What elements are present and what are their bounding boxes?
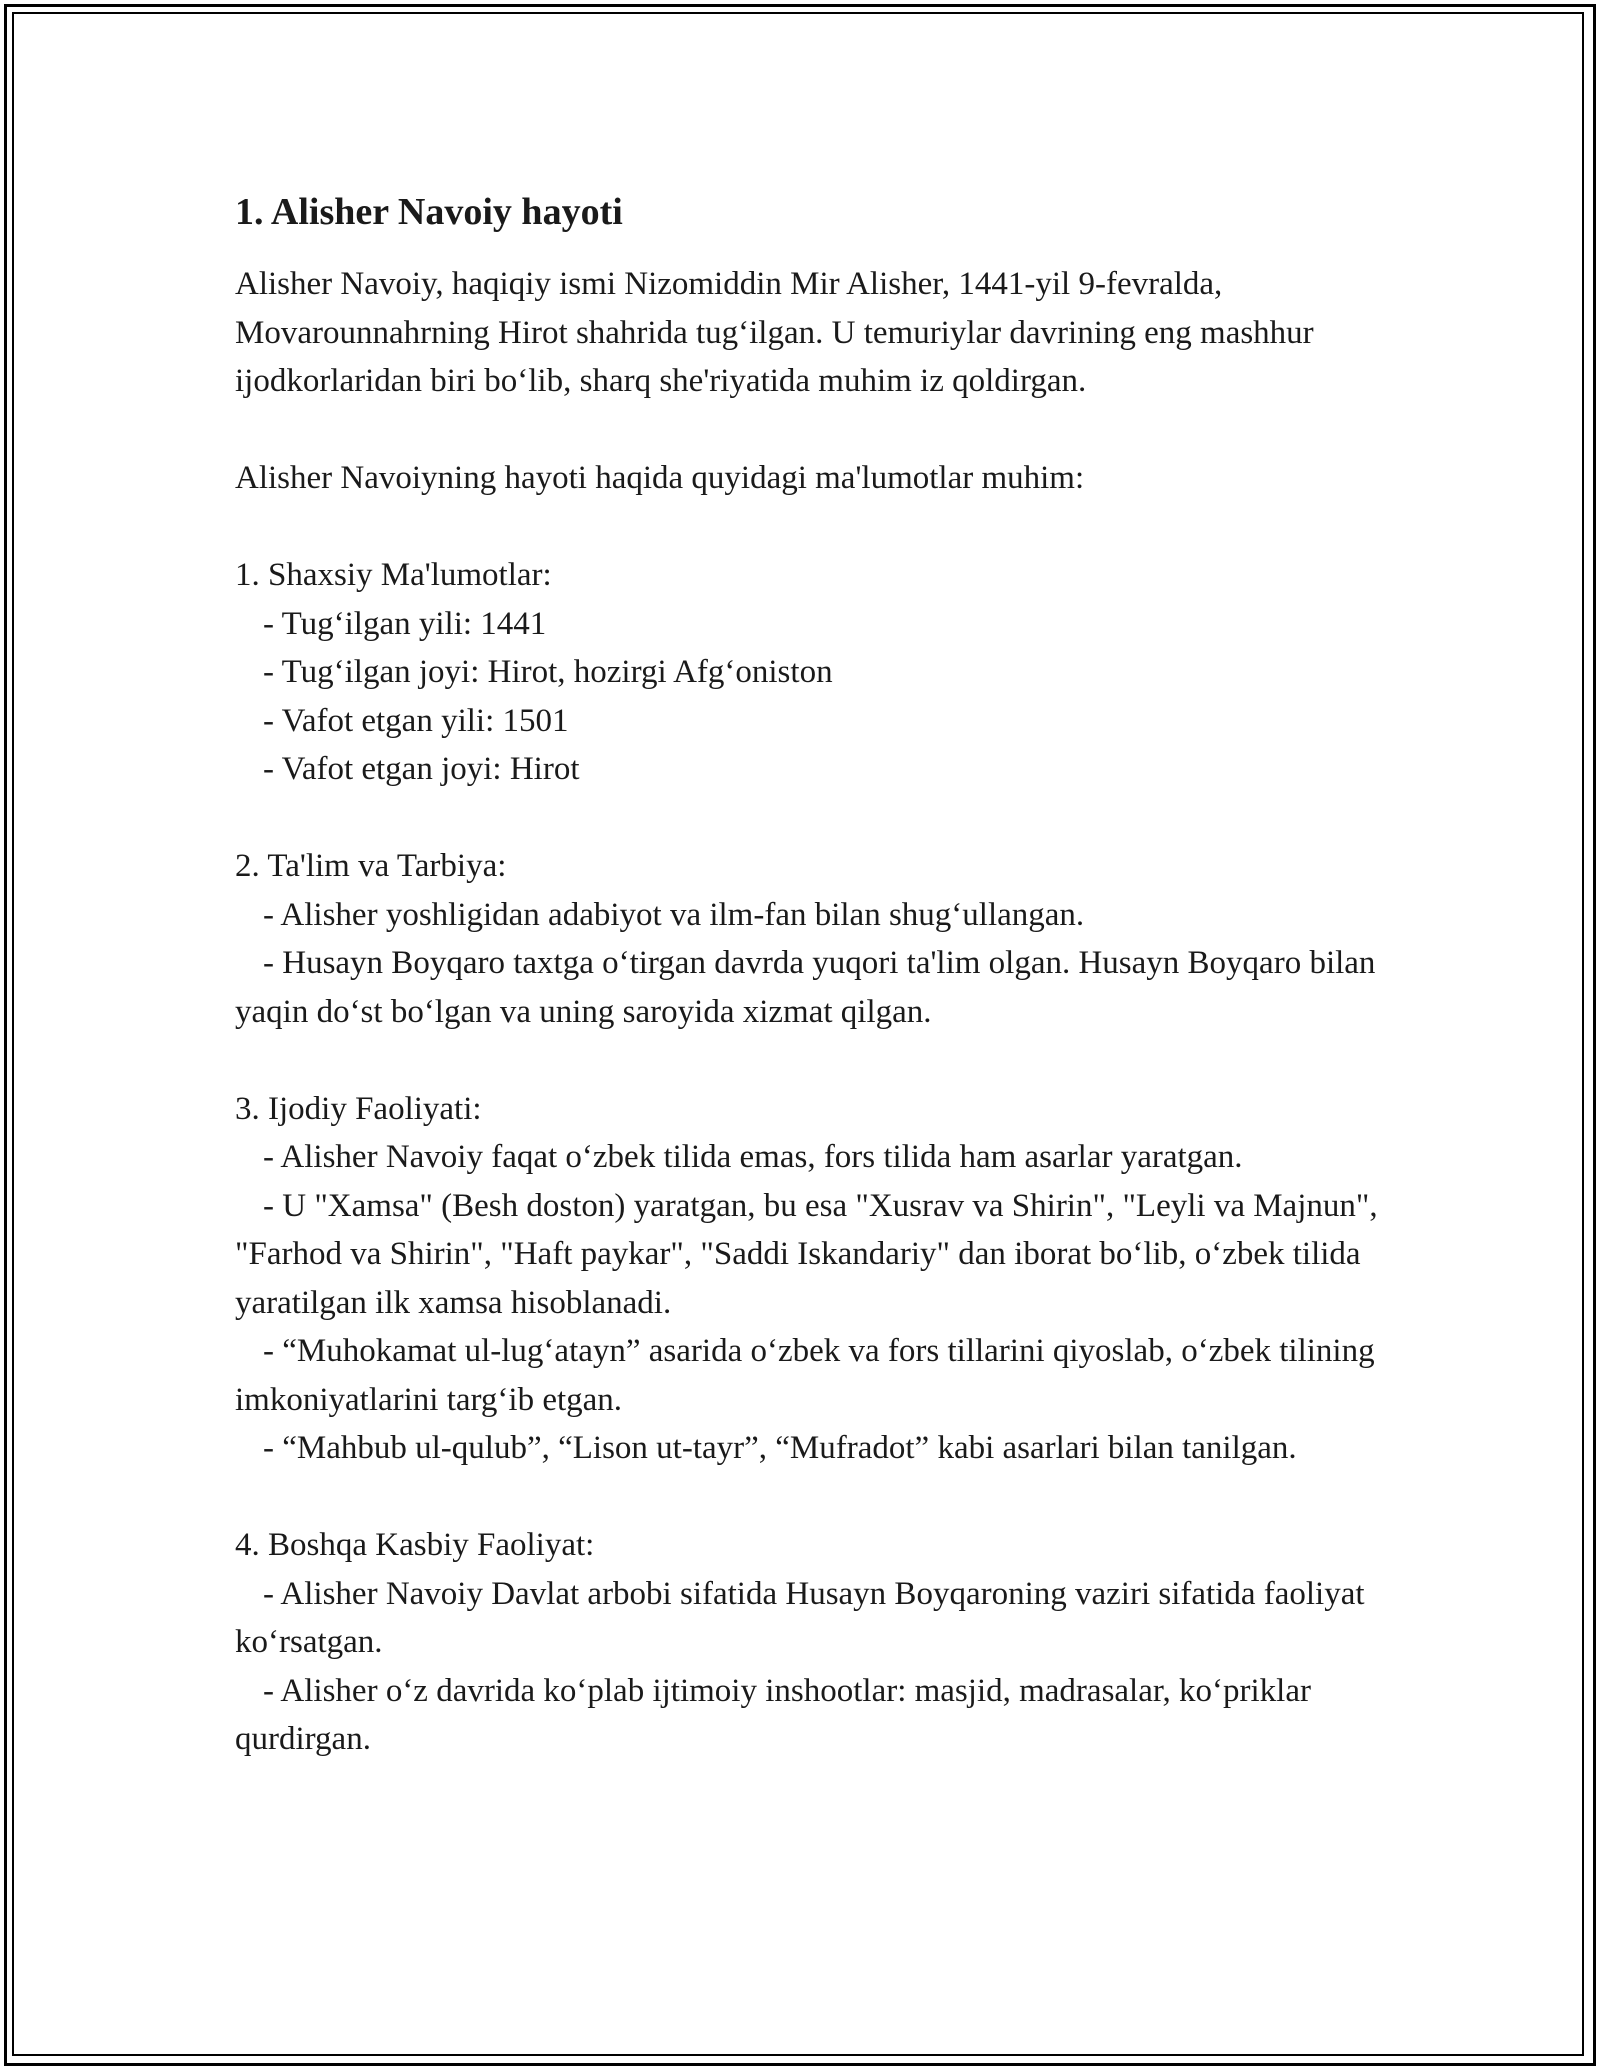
spacer	[235, 503, 1385, 552]
list-item-text: - Alisher Navoiy Davlat arbobi sifatida Husayn Boyqaroning vaziri sifatida faoliyat ko‘rsatgan.	[235, 1575, 1365, 1660]
list-item	[235, 1327, 1385, 1424]
list-item	[235, 939, 1385, 1036]
section-title: 3. Ijodiy Faoliyati:	[235, 1090, 482, 1127]
list-item	[235, 648, 1385, 697]
list-item-text: - U "Xamsa" (Besh doston) yaratgan, bu esa "Xusrav va Shirin", "Leyli va Majnun", "Farhod va Shirin", "Haft paykar", "Saddi Iskandariy" dan iborat bo‘lib, o‘zbek tilida yaratilgan ilk xamsa hisoblanadi.	[235, 1187, 1378, 1321]
list-item-text: - Alisher yoshligidan adabiyot va ilm-fan bilan shug‘ullangan.	[263, 896, 1085, 933]
list-item-text: - Alisher Navoiy faqat o‘zbek tilida emas, fors tilida ham asarlar yaratgan.	[263, 1139, 1243, 1175]
section-creative-work	[235, 1085, 1385, 1473]
page-title: 1. Alisher Navoiy hayoti	[235, 191, 623, 233]
list-item-text: - Tug‘ilgan yili: 1441	[263, 605, 547, 642]
list-item	[235, 1667, 1385, 1764]
spacer	[235, 406, 1385, 455]
list-item-text: - Vafot etgan yili: 1501	[263, 702, 569, 739]
list-item-text: - “Mahbub ul-qulub”, “Lison ut-tayr”, “Mufradot” kabi asarlari bilan tanilgan.	[263, 1430, 1297, 1466]
intro-paragraph: Alisher Navoiy, haqiqiy ismi Nizomiddin Mir Alisher, 1441-yil 9-fevralda, Movarounnahrning Hirot shahrida tug‘ilgan. U temuriylar davrining eng mashhur ijodkorlaridan biri bo‘lib, sharq she'riyatida muhim iz qoldirgan.	[235, 266, 1314, 399]
list-item-text: - Tug‘ilgan joyi: Hirot, hozirgi Afg‘oniston	[263, 654, 833, 690]
list-item	[235, 1424, 1385, 1473]
list-item-text: - Husayn Boyqaro taxtga o‘tirgan davrda yuqori ta'lim olgan. Husayn Boyqaro bilan yaqin do‘st bo‘lgan va uning saroyida xizmat qilgan.	[235, 945, 1376, 1030]
section-title: 4. Boshqa Kasbiy Faoliyat:	[235, 1527, 595, 1563]
spacer	[235, 794, 1385, 843]
lead-paragraph: Alisher Navoiyning hayoti haqida quyidagi ma'lumotlar muhim:	[235, 460, 1085, 496]
section-education	[235, 842, 1385, 1036]
list-item	[235, 1133, 1385, 1182]
spacer	[235, 1036, 1385, 1085]
section-other-career	[235, 1521, 1385, 1764]
list-item-text: - Vafot etgan joyi: Hirot	[263, 751, 580, 787]
list-item	[235, 1570, 1385, 1667]
list-item	[235, 745, 1385, 794]
list-item-text: - Alisher o‘z davrida ko‘plab ijtimoiy inshootlar: masjid, madrasalar, ko‘priklar qurdirgan.	[235, 1672, 1311, 1757]
list-item	[235, 697, 1385, 746]
section-personal-info	[235, 551, 1385, 794]
section-title: 1. Shaxsiy Ma'lumotlar:	[235, 557, 552, 593]
list-item	[235, 600, 1385, 649]
document-body	[235, 184, 1385, 1764]
spacer	[235, 1473, 1385, 1522]
section-title: 2. Ta'lim va Tarbiya:	[235, 848, 507, 884]
list-item	[235, 891, 1385, 940]
list-item	[235, 1182, 1385, 1328]
list-item-text: - “Muhokamat ul-lug‘atayn” asarida o‘zbek va fors tillarini qiyoslab, o‘zbek tilining imkoniyatlarini targ‘ib etgan.	[235, 1333, 1375, 1418]
